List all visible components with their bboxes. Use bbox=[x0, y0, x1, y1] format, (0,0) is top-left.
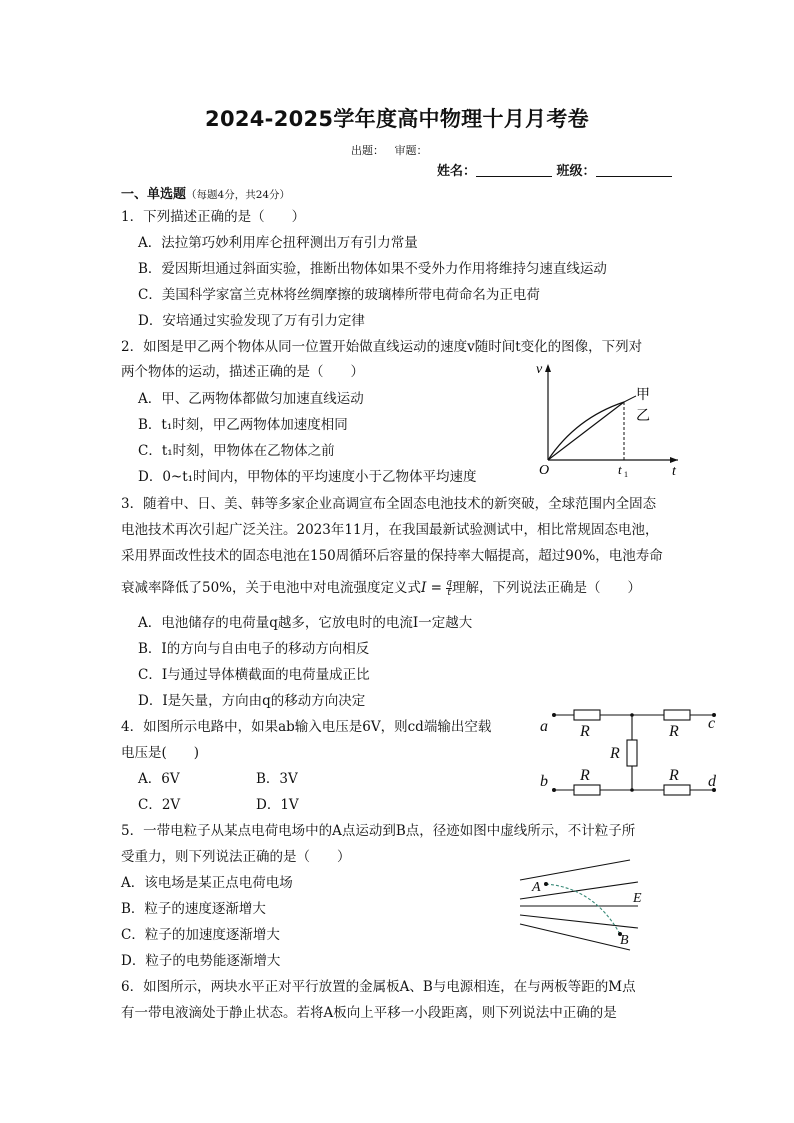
formula-num: q bbox=[446, 578, 453, 588]
q2-stem-line2: 两个物体的运动，描述正确的是（ ） bbox=[121, 364, 364, 380]
label-d: d bbox=[708, 773, 716, 790]
label-r-top-left: R bbox=[580, 723, 590, 740]
yi-label: 乙 bbox=[636, 409, 650, 424]
label-r-bottom-left: R bbox=[580, 767, 590, 784]
q3-option-a: A．电池储存的电荷量q越多，它放电时的电流I一定越大 bbox=[138, 615, 473, 631]
resistor-bottom-left bbox=[574, 785, 600, 795]
terminal-b-dot bbox=[552, 788, 556, 792]
field-line-4 bbox=[520, 915, 638, 928]
q6-line2: 有一带电液滴处于静止状态。若将A板向上平移一小段距离，则下列说法中正确的是 bbox=[121, 1005, 617, 1021]
label-E: E bbox=[633, 891, 642, 906]
name-blank[interactable] bbox=[476, 162, 552, 177]
q4-option-d: D．1V bbox=[256, 797, 299, 813]
q5-option-a: A．该电场是某正点电荷电场 bbox=[121, 875, 293, 891]
particle-trajectory bbox=[546, 884, 620, 934]
section-title: 一、单选题 bbox=[121, 187, 187, 202]
line-yi bbox=[548, 402, 624, 460]
q5-stem-line1: 5．一带电粒子从某点电荷电场中的A点运动到B点，径迹如图中虚线所示，不计粒子所 bbox=[121, 823, 636, 839]
q5-field-figure bbox=[512, 852, 662, 952]
q3-option-c: C．I与通过导体横截面的电荷量成正比 bbox=[138, 667, 370, 683]
q3-line2: 电池技术再次引起广泛关注。2023年11月，在我国最新试验测试中，相比常规固态电池， bbox=[121, 522, 659, 538]
q3-line1: 3．随着中、日、美、韩等多家企业高调宣布全固态电池技术的新突破，全球范围内全固态 bbox=[121, 496, 657, 512]
junction-top bbox=[630, 713, 634, 717]
formula-I: I bbox=[421, 580, 427, 596]
t1-label: t bbox=[618, 462, 622, 477]
resistor-top-right bbox=[664, 710, 690, 720]
author-line bbox=[351, 142, 428, 158]
q1-stem: 1．下列描述正确的是（ ） bbox=[121, 209, 306, 225]
q3-option-b: B．I的方向与自由电子的移动方向相反 bbox=[138, 641, 370, 657]
t1-subscript: 1 bbox=[624, 470, 628, 478]
curve-jia-tail bbox=[624, 396, 636, 402]
q1-option-a: A．法拉第巧妙利用库仑扭秤测出万有引力常量 bbox=[138, 235, 418, 251]
field-line-1 bbox=[520, 860, 630, 880]
terminal-a-dot bbox=[552, 713, 556, 717]
q3-line4 bbox=[121, 576, 641, 598]
q2-option-d: D．0~t₁时间内，甲物体的平均速度小于乙物体平均速度 bbox=[138, 469, 477, 485]
resistor-middle bbox=[627, 740, 637, 766]
q5-stem-line2: 受重力，则下列说法正确的是（ ） bbox=[121, 849, 351, 865]
formula-den: t bbox=[447, 588, 451, 598]
q4-option-c: C．2V bbox=[138, 797, 181, 813]
q4-stem-line2: 电压是( ) bbox=[121, 745, 200, 761]
label-a: a bbox=[540, 718, 548, 735]
q4-stem-line1: 4．如图所示电路中，如果ab输入电压是6V，则cd端输出空载 bbox=[121, 719, 492, 735]
q2-stem-line1: 2．如图是甲乙两个物体从同一位置开始做直线运动的速度v随时间t变化的图像，下列对 bbox=[121, 339, 643, 355]
resistor-top-left bbox=[574, 710, 600, 720]
q6-line1: 6．如图所示，两块水平正对平行放置的金属板A、B与电源相连，在与两板等距的M点 bbox=[121, 979, 636, 995]
q4-option-a: A．6V bbox=[138, 771, 180, 787]
q2-option-b: B．t₁时刻，甲乙两物体加速度相同 bbox=[138, 417, 348, 433]
q2-option-a: A．甲、乙两物体都做匀加速直线运动 bbox=[138, 391, 364, 407]
label-r-middle: R bbox=[610, 745, 620, 762]
q1-option-b: B．爱因斯坦通过斜面实验，推断出物体如果不受外力作用将维持匀速直线运动 bbox=[138, 261, 607, 277]
q3-option-d: D．I是矢量，方向由q的移动方向决定 bbox=[138, 693, 366, 709]
section-note: （每题4分，共24分） bbox=[186, 189, 291, 201]
class-label: 班级： bbox=[556, 164, 596, 179]
q1-option-c: C．美国科学家富兰克林将丝绸摩擦的玻璃棒所带电荷命名为正电荷 bbox=[138, 287, 540, 303]
student-info bbox=[437, 160, 672, 179]
q1-option-d: D．安培通过实验发现了万有引力定律 bbox=[138, 313, 365, 329]
chuti-label: 出题： bbox=[351, 144, 384, 157]
label-b: b bbox=[540, 773, 548, 790]
junction-bottom bbox=[630, 788, 634, 792]
formula-eq: = bbox=[426, 580, 447, 596]
label-r-top-right: R bbox=[669, 723, 679, 740]
class-blank[interactable] bbox=[596, 162, 672, 177]
v-axis-arrow bbox=[545, 364, 551, 372]
t-label: t bbox=[672, 464, 676, 478]
label-B: B bbox=[620, 933, 629, 948]
resistor-bottom-right bbox=[664, 785, 690, 795]
name-label: 姓名： bbox=[437, 164, 477, 179]
q3-line4-b: 理解，下列说法正确是（ ） bbox=[452, 580, 642, 596]
q4-circuit bbox=[536, 700, 726, 810]
origin-label: O bbox=[539, 463, 550, 478]
jia-label: 甲 bbox=[636, 388, 650, 403]
v-label: v bbox=[536, 362, 543, 377]
q5-option-c: C．粒子的加速度逐渐增大 bbox=[121, 927, 280, 943]
point-a-dot bbox=[544, 882, 548, 886]
shenti-label: 审题： bbox=[394, 144, 428, 157]
section-heading bbox=[121, 183, 290, 202]
label-r-bottom-right: R bbox=[669, 767, 679, 784]
q2-option-c: C．t₁时刻，甲物体在乙物体之前 bbox=[138, 443, 335, 459]
label-c: c bbox=[708, 715, 716, 732]
field-line-5 bbox=[520, 924, 630, 950]
q3-line3: 采用界面改性技术的固态电池在150周循环后容量的保持率大幅提高，超过90%，电池寿命 bbox=[121, 548, 663, 564]
q2-vt-graph bbox=[536, 358, 686, 478]
page-title: 2024-2025学年度高中物理十月月考卷 bbox=[205, 107, 589, 131]
label-A: A bbox=[532, 880, 541, 895]
q5-option-b: B．粒子的速度逐渐增大 bbox=[121, 901, 266, 917]
q5-option-d: D．粒子的电势能逐渐增大 bbox=[121, 953, 281, 969]
q3-line4-a: 衰减率降低了50%，关于电池中对电流强度定义式 bbox=[121, 580, 422, 596]
t-axis-arrow bbox=[670, 457, 678, 463]
q4-option-b: B．3V bbox=[256, 771, 298, 787]
